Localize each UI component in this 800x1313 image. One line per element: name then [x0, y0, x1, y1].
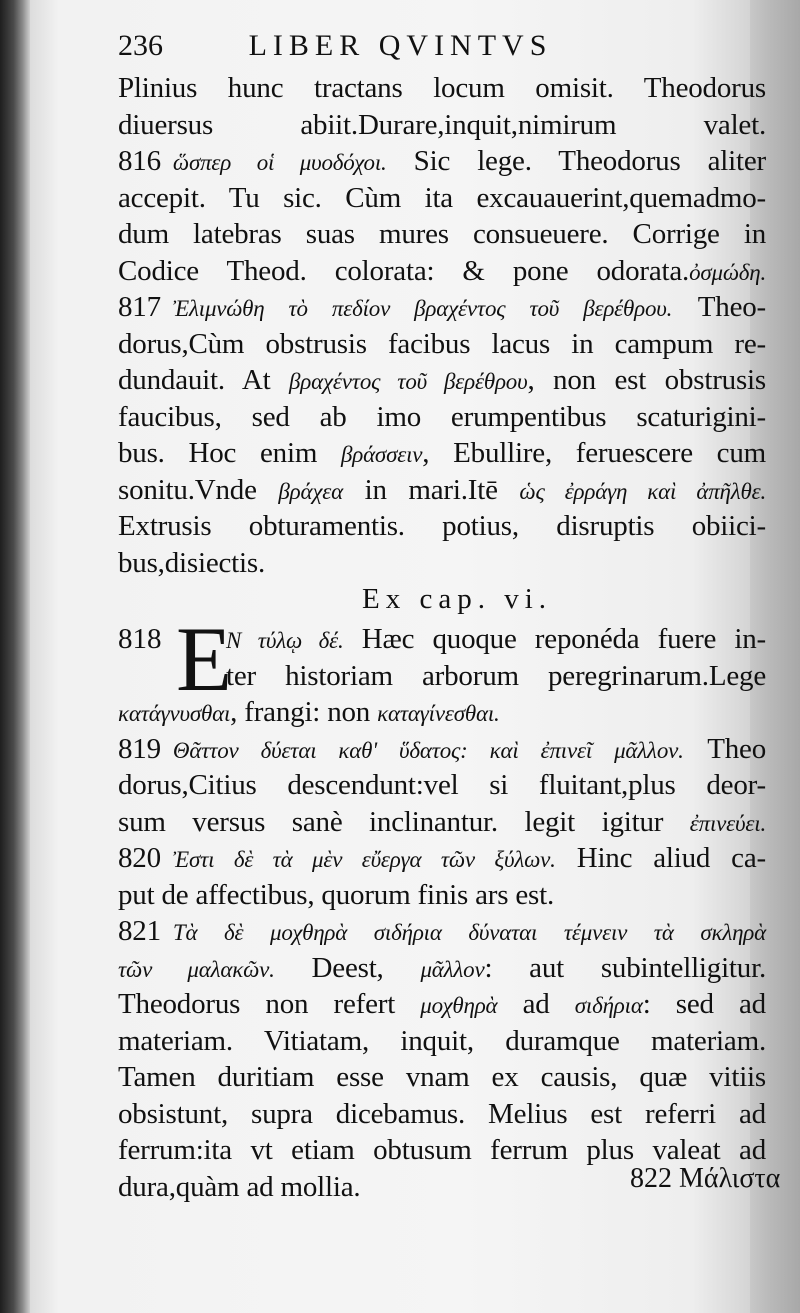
text-line: [118, 913, 766, 950]
greek-word: σιδήρια: [574, 993, 643, 1018]
running-header: [118, 28, 638, 70]
note-text: in mari.Itē: [343, 473, 520, 506]
note-text: , non est obstrusis: [527, 364, 766, 396]
text-line: [118, 253, 766, 290]
text-line: [118, 289, 766, 326]
greek-word: μᾶλλον: [420, 956, 485, 982]
text-line: dura,quàm ad mollia.: [118, 1170, 361, 1203]
text-line: materiam. Vitiatam, inquit, duramque materiam.: [118, 1024, 766, 1057]
note-text: , frangi: non: [230, 696, 378, 728]
greek-word: βραχέντος τοῦ βερέθρου: [289, 369, 528, 394]
text-line: diuersus abiit.Durare,inquit,nimirum valet.: [118, 108, 766, 141]
text-line: Tamen duritiam esse vnam ex causis, quæ vitiis: [118, 1061, 766, 1093]
note-number: 818: [118, 623, 162, 655]
note-text: sum versus sanè inclinantur. legit igitur: [118, 805, 690, 838]
greek-lemma: Ἐστι δὲ τὰ μὲν εὔεργα τῶν ξύλων.: [172, 847, 556, 872]
section-heading: Ex cap. vi.: [361, 583, 552, 615]
text-line: [118, 472, 766, 509]
note-text: Theodorus non refert: [118, 988, 421, 1020]
greek-word: βράχεα: [278, 478, 344, 504]
text-line: [118, 840, 766, 877]
text-line: [118, 804, 766, 841]
text-line: ter historiam arborum peregrinarum.Lege: [226, 659, 766, 692]
greek-word: ἐπινεύει.: [689, 810, 766, 836]
note-number: 816: [118, 145, 161, 177]
greek-lemma: N τύλῳ δέ.: [226, 628, 344, 653]
note-text: Codice Theod. colorata: & pone odorata.: [118, 254, 690, 287]
text-line: dorus,Cùm obstrusis facibus lacus in campum re-: [118, 327, 766, 360]
text-line: [118, 143, 766, 180]
note-text: Hæc quoque reponéda fuere in-: [343, 623, 766, 655]
note-text: Deest,: [274, 951, 421, 984]
text-line: dorus,Citius descendunt:vel si fluitant,plus deor-: [118, 769, 766, 801]
greek-word: βράσσειν: [340, 442, 423, 467]
text-line: put de affectibus, quorum finis ars est.: [118, 878, 555, 911]
greek-lemma: Τὰ δὲ μοχθηρὰ σιδήρια δύναται τέμνειν τὰ σκληρὰ: [172, 920, 766, 945]
greek-lemma: Θᾶττον δύεται καθ' ὕδατος: καὶ ἐπινεῖ μᾶλλον.: [172, 737, 684, 763]
page-text: [118, 28, 766, 1205]
note-text: Theo: [683, 732, 767, 765]
note-number: 820: [118, 842, 161, 874]
note-text: : aut subintelligitur.: [484, 951, 767, 984]
page-number: 236: [118, 29, 163, 62]
note-number: 821: [118, 915, 161, 947]
greek-word: μοχθηρὰ: [420, 993, 498, 1018]
text-line: obsistunt, supra dicebamus. Melius est referri ad: [118, 1097, 766, 1130]
entry-818: [118, 608, 766, 710]
text-line: bus,disiectis.: [118, 546, 266, 579]
greek-word: τῶν μαλακῶν.: [118, 956, 275, 982]
note-text: sonitu.Vnde: [118, 473, 279, 506]
note-number: 817: [118, 291, 161, 323]
text-line: [118, 986, 766, 1023]
note-text: : sed ad: [642, 988, 766, 1020]
note-text: dundauit. At: [118, 364, 290, 396]
note-text: bus. Hoc enim: [118, 437, 341, 469]
text-line: ferrum:ita vt etiam obtusum ferrum plus valeat ad: [118, 1134, 766, 1166]
text-line: [118, 362, 766, 399]
note-number: 819: [118, 732, 161, 765]
note-text: Theo-: [672, 291, 766, 323]
running-title: LIBER QVINTVS: [248, 29, 553, 62]
greek-word: καταγίνεσθαι.: [377, 701, 500, 726]
text-line: accepit. Tu sic. Cùm ita excauauerint,quemadmo-: [118, 181, 766, 214]
note-text: Sic lege. Theodorus aliter: [386, 145, 766, 177]
text-line: [118, 731, 766, 768]
text-line: [226, 621, 766, 658]
text-line: [118, 950, 766, 987]
catchword: 822 Μάλιστα: [630, 1163, 781, 1194]
text-line: Plinius hunc tractans locum omisit. Theodorus: [118, 72, 766, 104]
greek-lemma: Ἐλιμνώθη τὸ πεδίον βραχέντος τοῦ βερέθρου.: [172, 296, 673, 321]
greek-word: ὀσμώδη.: [689, 259, 766, 285]
note-text: ad: [497, 988, 575, 1020]
text-line: dum latebras suas mures consueuere. Corrige in: [118, 218, 766, 250]
text-line: faucibus, sed ab imo erumpentibus scaturigini-: [118, 400, 766, 433]
greek-word: κατάγνυσθαι: [118, 701, 231, 726]
greek-word: ὡς ἐρράγη καὶ ἀπῆλθε.: [519, 478, 766, 504]
drop-capital: E: [176, 608, 233, 710]
text-line: [118, 435, 766, 472]
binding-shadow: [0, 0, 30, 1313]
greek-lemma: ὥσπερ οἱ μυοδόχοι.: [172, 150, 387, 175]
text-line: Extrusis obturamentis. potius, disruptis obiici-: [118, 510, 766, 542]
note-text: , Ebullire, feruescere cum: [422, 437, 766, 469]
note-text: Hinc aliud ca-: [555, 842, 766, 874]
